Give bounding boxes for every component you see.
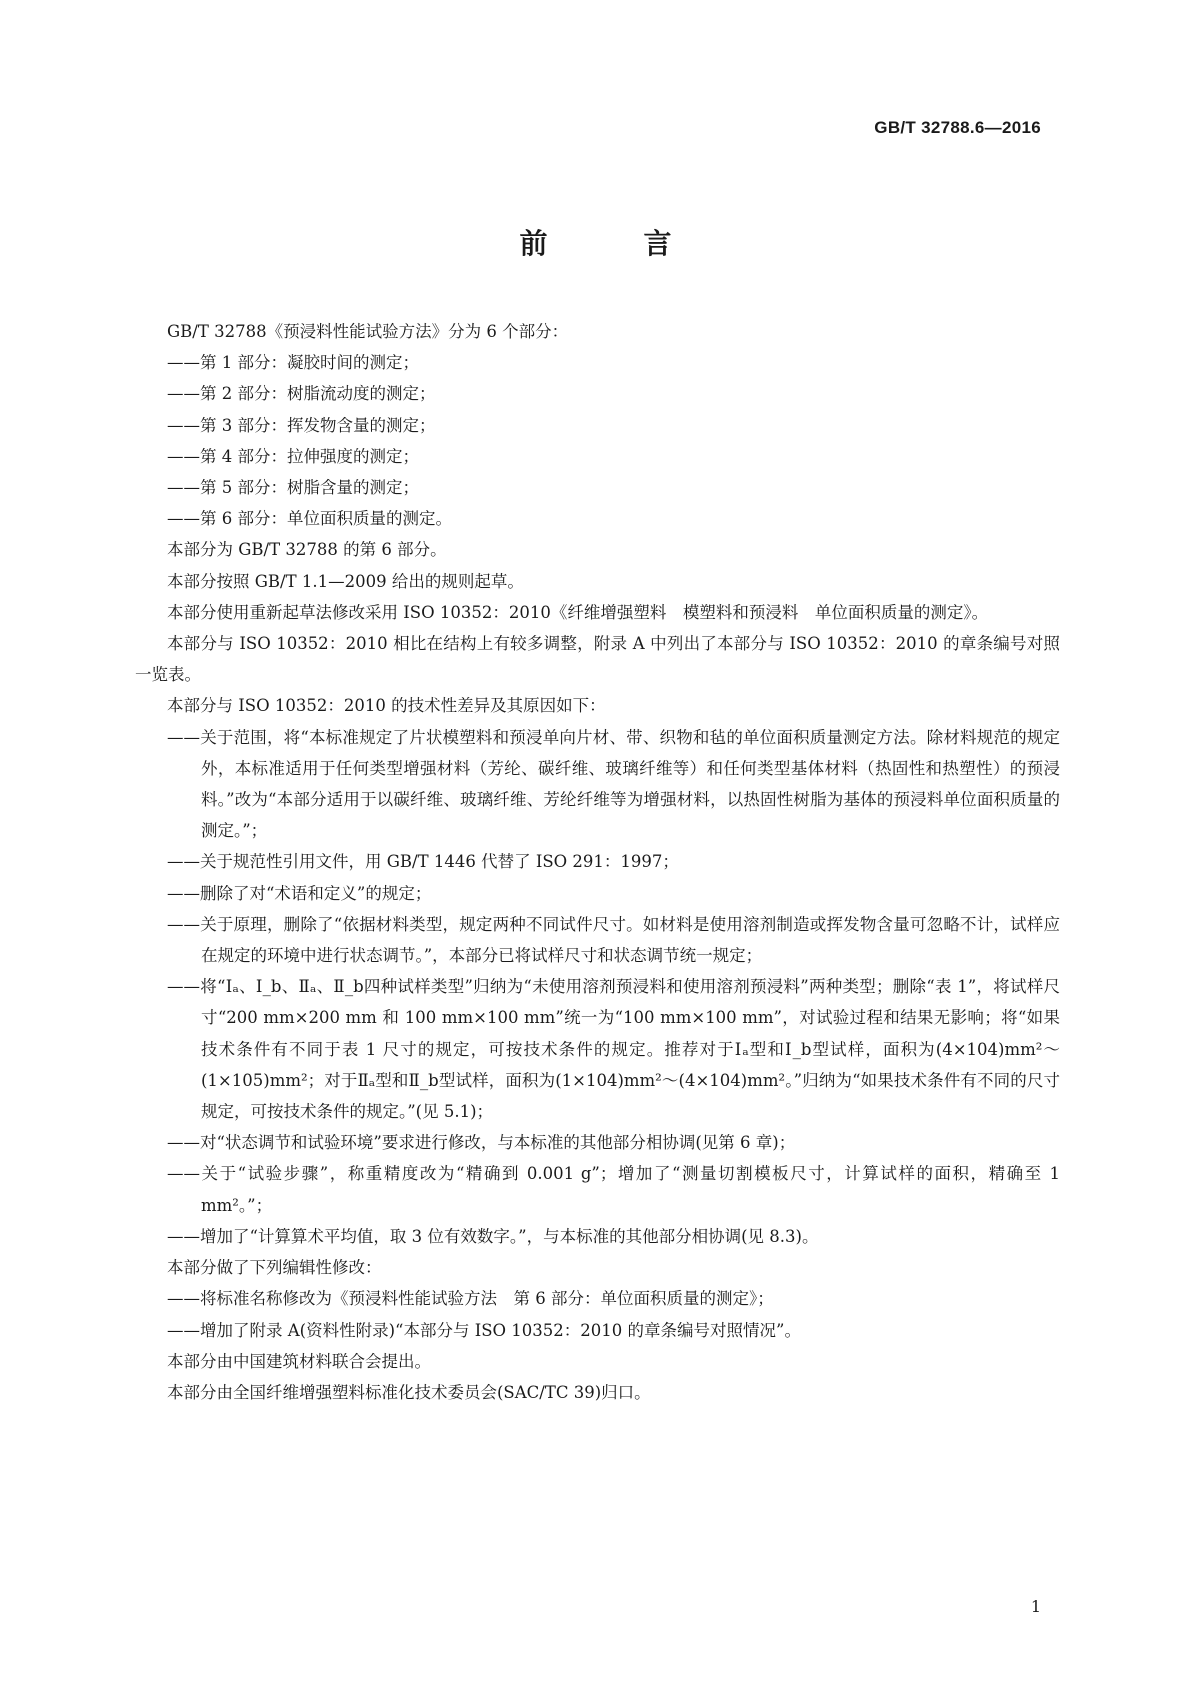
list-item: ——增加了“计算算术平均值，取 3 位有效数字。”，与本标准的其他部分相协调(见 8.3)。 — [167, 1226, 819, 1246]
paragraph: 本部分与 ISO 10352：2010 的技术性差异及其原因如下： — [167, 696, 606, 716]
list-item: ——对“状态调节和试验环境”要求进行修改，与本标准的其他部分相协调(见第 6 章)； — [167, 1133, 796, 1153]
preface-body — [135, 316, 1060, 1408]
paragraph: 本部分与 ISO 10352：2010 相比在结构上有较多调整，附录 A 中列出了本部分与 ISO 10352：2010 的章条编号对照一览表。 — [135, 634, 1060, 685]
document-code: GB/T 32788.6—2016 — [874, 118, 1041, 137]
paragraph: 本部分为 GB/T 32788 的第 6 部分。 — [167, 540, 447, 560]
list-item: ——将标准名称修改为《预浸料性能试验方法 第 6 部分：单位面积质量的测定》； — [167, 1289, 774, 1309]
page-title: 前 言 — [519, 227, 706, 260]
list-item: ——关于规范性引用文件，用 GB/T 1446 代替了 ISO 291：1997； — [167, 852, 679, 872]
list-item: ——关于原理，删除了“依据材料类型，规定两种不同试件尺寸。如材料是使用溶剂制造或挥发物含量可忽略不计，试样应在规定的环境中进行状态调节。”，本部分已将试样尺寸和状态调节统一规定； — [167, 914, 1060, 966]
paragraph: 本部分使用重新起草法修改采用 ISO 10352：2010《纤维增强塑料 模塑料和预浸料 单位面积质量的测定》。 — [167, 602, 989, 622]
list-item: ——增加了附录 A(资料性附录)“本部分与 ISO 10352：2010 的章条编号对照情况”。 — [167, 1320, 801, 1340]
list-item: ——第 2 部分：树脂流动度的测定； — [167, 384, 436, 404]
paragraph: 本部分按照 GB/T 1.1—2009 给出的规则起草。 — [167, 571, 524, 591]
list-item: ——删除了对“术语和定义”的规定； — [167, 883, 432, 903]
list-item: ——第 4 部分：拉伸强度的测定； — [167, 446, 419, 466]
list-item: ——第 1 部分：凝胶时间的测定； — [167, 353, 419, 373]
paragraph: GB/T 32788《预浸料性能试验方法》分为 6 个部分： — [167, 322, 569, 341]
list-item: ——第 3 部分：挥发物含量的测定； — [167, 415, 436, 435]
paragraph: 本部分做了下列编辑性修改： — [167, 1258, 382, 1278]
list-item: ——关于“试验步骤”，称重精度改为“精确到 0.001 g”；增加了“测量切割模板尺寸，计算试样的面积，精确至 1 mm²。”； — [167, 1164, 1060, 1215]
list-item: ——将“Ⅰₐ、Ⅰ_b、Ⅱₐ、Ⅱ_b四种试样类型”归纳为“未使用溶剂预浸料和使用溶剂预浸料”两种类型；删除“表 1”，将试样尺寸“200 mm×200 mm 和 100 mm×100 mm”统一为“100 mm×100 mm”，对试验过程和结果无影响；将“如果技术条件有不同于表 1 尺寸的规定，可按技术条件的规定。推荐对于Ⅰₐ型和Ⅰ_b型试样，面积为(4×104)mm²～(1×105)mm²；对于Ⅱₐ型和Ⅱ_b型试样，面积为(1×104)mm²～(4×104)mm²。”归纳为“如果技术条件有不同的尺寸规定，可按技术条件的规定。”(见 5.1)； — [167, 977, 1060, 1122]
paragraph: 本部分由全国纤维增强塑料标准化技术委员会(SAC/TC 39)归口。 — [167, 1382, 651, 1402]
list-item: ——关于范围，将“本标准规定了片状模塑料和预浸单向片材、带、织物和毡的单位面积质量测定方法。除材料规范的规定外，本标准适用于任何类型增强材料（芳纶、碳纤维、玻璃纤维等）和任何类型基体材料（热固性和热塑性）的预浸料。”改为“本部分适用于以碳纤维、玻璃纤维、芳纶纤维等为增强材料，以热固性树脂为基体的预浸料单位面积质量的测定。”； — [167, 727, 1060, 841]
paragraph: 本部分由中国建筑材料联合会提出。 — [167, 1351, 431, 1371]
list-item: ——第 6 部分：单位面积质量的测定。 — [167, 509, 452, 529]
list-item: ——第 5 部分：树脂含量的测定； — [167, 478, 419, 498]
page-number: 1 — [1030, 1597, 1041, 1616]
